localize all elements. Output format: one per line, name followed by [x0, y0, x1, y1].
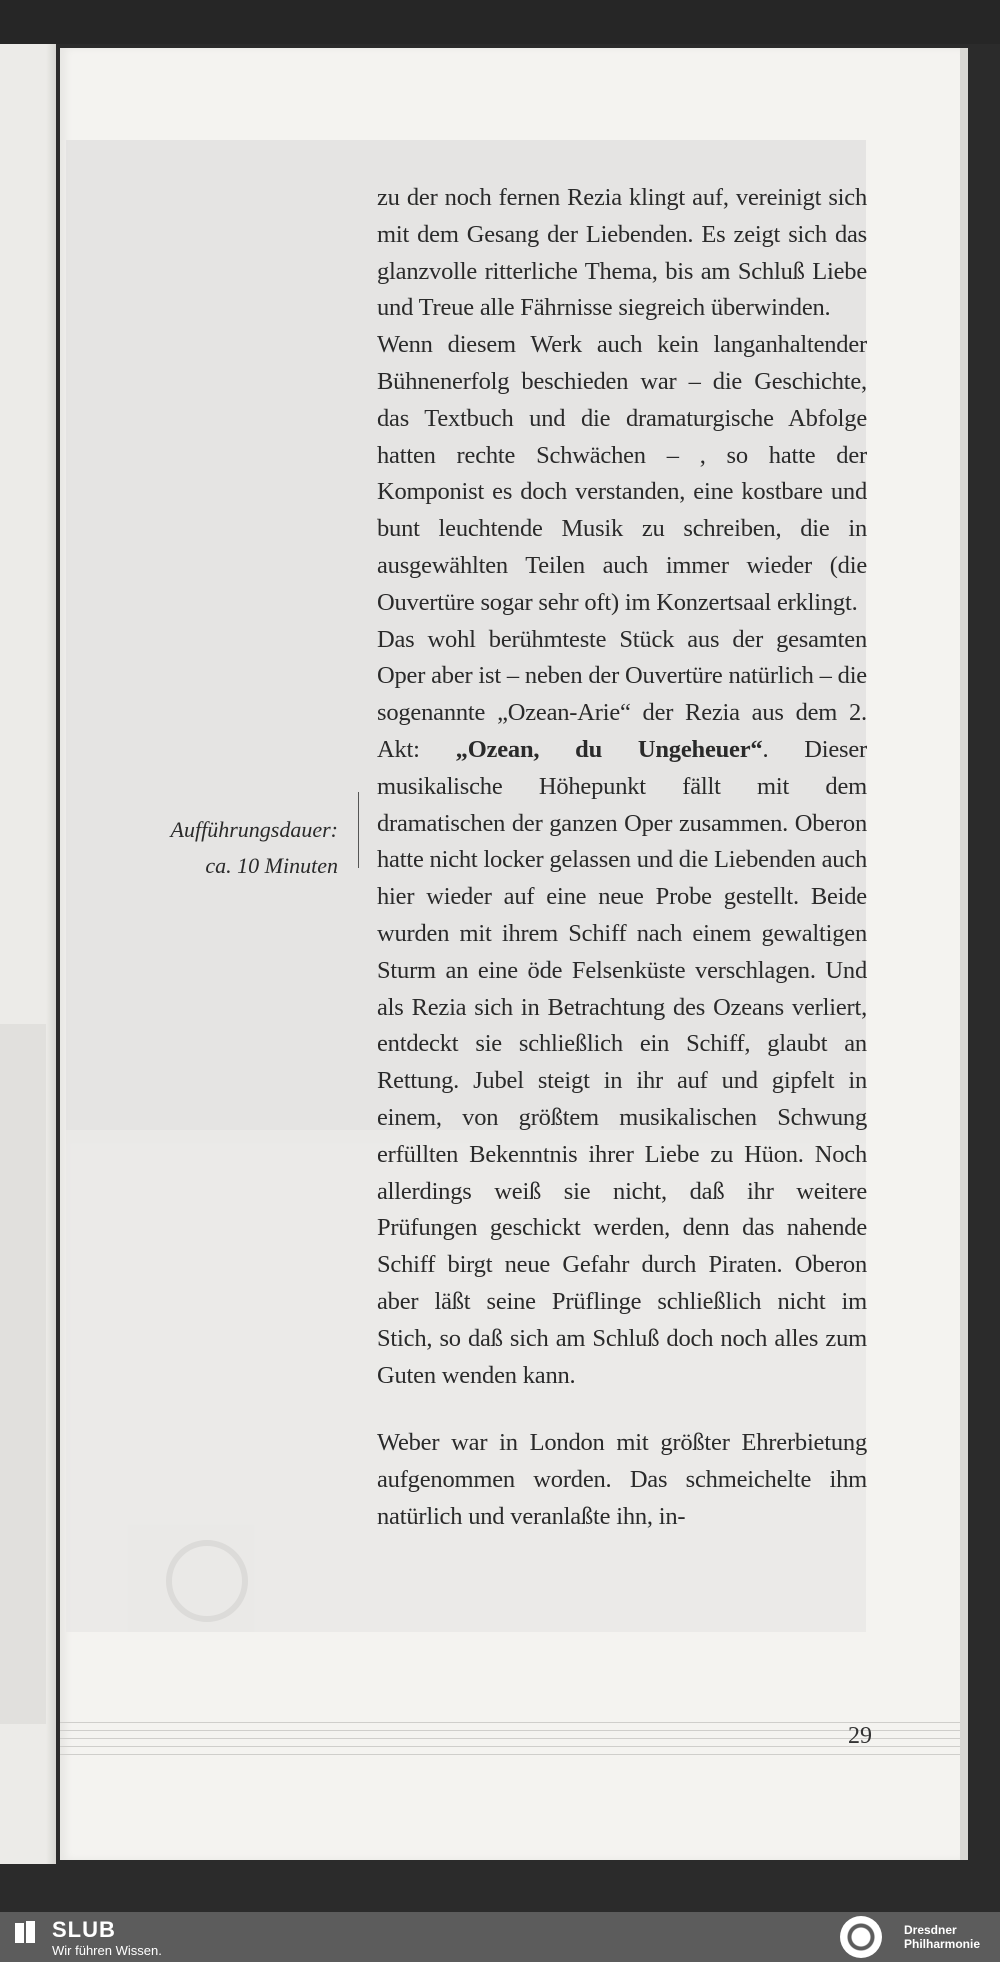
paragraph-text: Das wohl berühmteste Stück aus der gesamten Oper aber ist – neben der Ouvertüre natürlich – die sogenannte „Ozean-Arie“ der Rezia aus dem 2. Akt:: [377, 625, 867, 763]
paragraph: zu der noch fernen Rezia klingt auf, vereinigt sich mit dem Gesang der Liebenden. Es zeigt sich das glanzvolle ritterliche Thema, bis am Schluß Liebe und Treue alle Fährnisse siegreich überwinden.: [377, 184, 867, 322]
page-number: 29: [848, 1723, 872, 1749]
footer-bar: [0, 1912, 1000, 1962]
paragraph: Wenn diesem Werk auch kein langanhaltender Bühnenerfolg beschieden war – die Geschichte, das Textbuch und die dramaturgische Abfolge hatten rechte Schwächen – , so hatte der Komponist es doch verstanden, eine kostbare und bunt leuchtende Musik zu schreiben, die in ausgewählten Teilen auch immer wieder (die Ouvertüre sogar sehr oft) im Konzertsaal erklingt.: [377, 331, 867, 616]
library-tagline: Wir führen Wissen.: [52, 1943, 162, 1958]
paragraph-ozean-arie: [377, 622, 867, 1395]
body-text: [377, 180, 867, 1536]
margin-note: [110, 812, 338, 884]
duration-value: ca. 10 Minuten: [205, 853, 338, 878]
philharmonie-logo-icon: [840, 1916, 882, 1958]
partner-name: Dresdner Philharmonie: [904, 1923, 981, 1951]
paragraph-text: . Dieser musikalische Höhepunkt fällt mit dem dramatischen der ganzen Oper zusammen. Oberon hatte nicht locker gelassen und die Liebenden auch hier wieder auf eine neue Probe gestellt. Beide wurden mit ihrem Schiff nach einem gewaltigen Sturm an eine öde Felsenküste verschlagen. Und als Rezia sich in Betrachtung des Ozeans verliert, entdeckt sie schließlich ein Schiff, glaubt an Rettung. Jubel steigt in ihr auf und gipfelt in einem, von größtem musikalischen Schwung erfüllten Bekenntnis ihrer Liebe zu Hüon. Noch allerdings weiß sie nicht, daß ihr weitere Prüfungen geschickt werden, denn das nahende Schiff birgt neue Gefahr durch Piraten. Oberon aber läßt seine Prüflinge schließlich nicht im Stich, so daß sich am Schluß doch noch alles zum Guten wenden kann.: [377, 735, 868, 1389]
scan-background-top: [0, 0, 1000, 44]
aria-title: „Ozean, du Ungeheuer“: [455, 735, 763, 763]
duration-label: Aufführungsdauer:: [170, 817, 338, 842]
book-icon: [14, 1920, 36, 1946]
library-name: SLUB: [52, 1917, 116, 1942]
margin-note-rule: [358, 792, 359, 868]
paragraph: Weber war in London mit größter Ehrerbietung aufgenommen worden. Das schmeichelte ihm natürlich und veranlaßte ihn, in-: [377, 1429, 867, 1530]
show-through-logo-icon: [166, 1540, 248, 1622]
adjacent-page-edge: [0, 44, 56, 1864]
